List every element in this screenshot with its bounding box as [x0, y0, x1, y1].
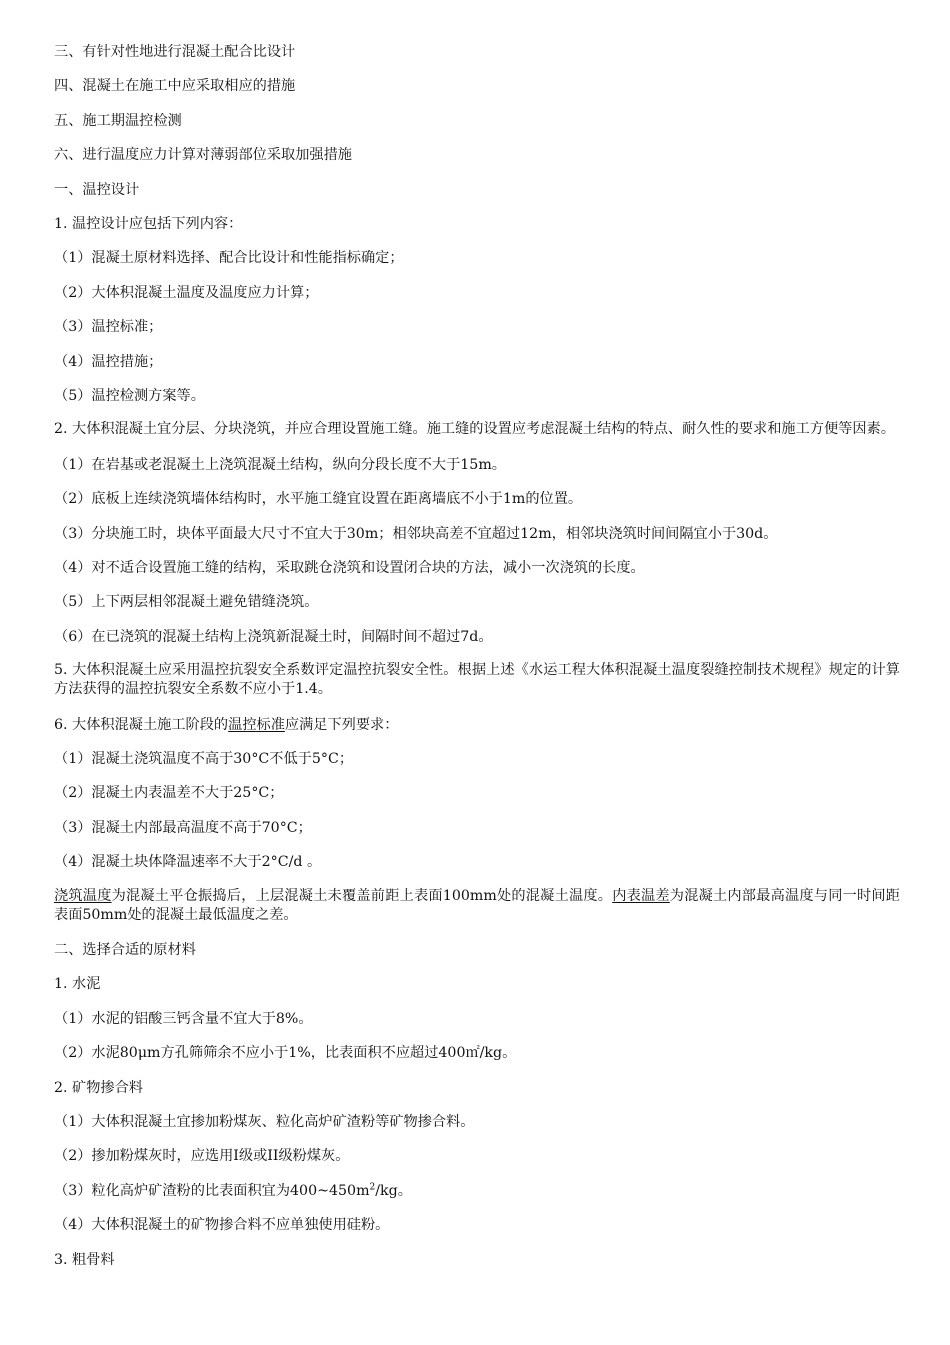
- slag-unit: /kg。: [375, 1182, 412, 1199]
- text-line: 四、混凝土在施工中应采取相应的措施: [54, 78, 296, 95]
- list-item: （1）水泥的铝酸三钙含量不宜大于8%。: [54, 1010, 313, 1027]
- list-item: （6）在已浇筑的混凝土结构上浇筑新混凝土时，间隔时间不超过7d。: [54, 628, 493, 645]
- section-heading: 一、温控设计: [54, 181, 140, 198]
- list-item: （5）上下两层相邻混凝土避免错缝浇筑。: [54, 594, 319, 611]
- subsection-heading: 1. 水泥: [54, 976, 101, 993]
- text-line: 五、施工期温控检测: [54, 112, 182, 129]
- list-item: （2）大体积混凝土温度及温度应力计算；: [54, 284, 319, 301]
- list-item: （4）混凝土块体降温速率不大于2°C/d 。: [54, 854, 322, 871]
- list-item: （1）混凝土浇筑温度不高于30°C不低于5°C；: [54, 751, 354, 768]
- definitions-paragraph: [54, 887, 900, 925]
- slag-text: （3）粒化高炉矿渣粉的比表面积宜为400~450m: [54, 1182, 370, 1199]
- subsection-heading: 3. 粗骨料: [54, 1251, 115, 1268]
- list-item: （3）混凝土内部最高温度不高于70°C；: [54, 819, 312, 836]
- list-item: （1）在岩基或老混凝土上浇筑混凝土结构，纵向分段长度不大于15m。: [54, 456, 506, 473]
- requirements-heading: [54, 715, 900, 735]
- pouring-temperature-link[interactable]: 浇筑温度: [54, 887, 112, 904]
- superscript: 2: [369, 1182, 376, 1193]
- list-item: （4）对不适合设置施工缝的结构，采取跳仓浇筑和设置闭合块的方法，减小一次浇筑的长度。: [54, 559, 645, 576]
- subsection-heading: 1. 温控设计应包括下列内容：: [54, 215, 243, 232]
- list-item: （1）混凝土原材料选择、配合比设计和性能指标确定；: [54, 250, 404, 267]
- list-item: （4）大体积混凝土的矿物掺合料不应单独使用硅粉。: [54, 1217, 390, 1234]
- paragraph: 5. 大体积混凝土应采用温控抗裂安全系数评定温控抗裂安全性。根据上述《水运工程大体积混凝土温度裂缝控制技术规程》规定的计算方法获得的温控抗裂安全系数不应小于1.4。: [54, 662, 900, 698]
- list-item: （4）温控措施；: [54, 353, 163, 370]
- definition-text: 为混凝土内部最高温度与同一时间距表面50mm处的混凝土最低温度之差。: [54, 887, 900, 923]
- definition-text: 为混凝土平仓振捣后，上层混凝土未覆盖前距上表面100mm处的混凝土温度。: [111, 887, 613, 904]
- list-item: （2）掺加粉煤灰时，应选用I级或II级粉煤灰。: [54, 1148, 350, 1165]
- list-item: （1）大体积混凝土宜掺加粉煤灰、粒化高炉矿渣粉等矿物掺合料。: [54, 1114, 475, 1131]
- list-item: （2）水泥80μm方孔筛筛余不应小于1%，比表面积不应超过400㎡/kg。: [54, 1045, 517, 1062]
- paragraph: 2. 大体积混凝土宜分层、分块浇筑，并应合理设置施工缝。施工缝的设置应考虑混凝土结构的特点、耐久性的要求和施工方便等因素。: [54, 421, 895, 438]
- list-item: （2）混凝土内表温差不大于25°C；: [54, 785, 284, 802]
- subsection-heading: 2. 矿物掺合料: [54, 1079, 143, 1096]
- text-line: 六、进行温度应力计算对薄弱部位采取加强措施: [54, 147, 352, 164]
- inner-surface-temperature-difference-link[interactable]: 内表温差: [612, 887, 670, 904]
- req-prefix: 6. 大体积混凝土施工阶段的: [54, 716, 229, 733]
- temperature-control-standard-link[interactable]: 温控标准: [228, 716, 285, 733]
- list-item: [54, 1181, 900, 1201]
- list-item: （3）分块施工时，块体平面最大尺寸不宜大于30m；相邻块高差不宜超过12m，相邻块浇筑时间间隔宜小于30d。: [54, 525, 778, 542]
- list-item: （2）底板上连续浇筑墙体结构时，水平施工缝宜设置在距离墙底不小于1m的位置。: [54, 491, 583, 508]
- section-heading: 二、选择合适的原材料: [54, 942, 196, 959]
- req-suffix: 应满足下列要求：: [284, 716, 399, 733]
- list-item: （3）温控标准；: [54, 319, 163, 336]
- document-page: [54, 42, 900, 1284]
- list-item: （5）温控检测方案等。: [54, 387, 205, 404]
- text-line: 三、有针对性地进行混凝土配合比设计: [54, 44, 296, 60]
